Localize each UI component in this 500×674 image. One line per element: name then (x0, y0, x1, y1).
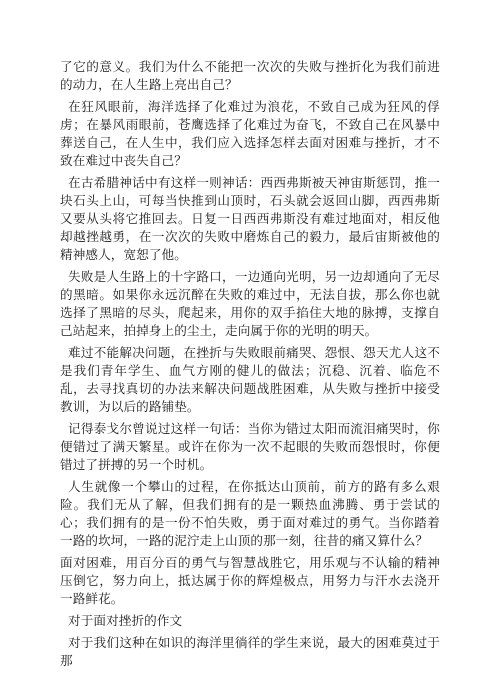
document-page (60, 58, 440, 674)
paragraph-9: 对于我们这种在如识的海洋里徜徉的学生来说，最大的困难莫过于那 (60, 635, 440, 668)
paragraph-3: 在古希腊神话中有这样一则神话：西西弗斯被天神宙斯惩罚，推一块石头上山，可每当快推到山顶时，石头就会返回山脚，西西弗斯又要从头将它推回去。日复一日西西弗斯没有难过地面对，相反他却越挫越勇，在一次次的失败中磨炼自己的毅力，最后宙斯被他的精神感人，宽恕了他。 (60, 175, 440, 262)
paragraph-6: 记得泰戈尔曾说过这样一句话：当你为错过太阳而流泪痛哭时，你便错过了满天繁星。或许在你为一次不起眼的失败而怨恨时，你便错过了拼搏的另一个时机。 (60, 421, 440, 472)
paragraph-2: 在狂风眼前，海洋选择了化难过为浪花，不致自己成为狂风的俘虏；在暴风雨眼前，苍鹰选择了化难过为奋飞，不致自己在风暴中葬送自己，在人生中，我们应入选择怎样去面对困难与挫折，才不致在难过中丧失自己？ (60, 99, 440, 168)
paragraph-4: 失败是人生路上的十字路口，一边通向光明，另一边却通向了无尽的黑暗。如果你永远沉醉在失败的难过中，无法自拔，那么你也就选择了黑暗的尽头，爬起来，用你的双手掐住大地的脉搏，支撑自己站起来，拍掉身上的尘土，走向属于你的光明的明天。 (60, 269, 440, 338)
paragraph-8: 面对困难，用百分百的勇气与智慧战胜它，用乐观与不认输的精神压倒它，努力向上，抵达属于你的辉煌极点，用努力与汗水去浇开一路鲜花。 (60, 555, 440, 606)
section-heading: 对于面对挫折的作文 (68, 613, 183, 628)
paragraph-1: 了它的意义。我们为什么不能把一次次的失败与挫折化为我们前进的动力，在人生路上亮出自己？ (60, 59, 440, 92)
paragraph-7: 人生就像一个攀山的过程，在你抵达山顶前，前方的路有多么艰险。我们无从了解，但我们拥有的是一颗热血沸腾、勇于尝试的心；我们拥有的是一份不怕失败，勇于面对难过的勇气。当你踏着一路的坎坷，一路的泥泞走上山顶的那一刻，往昔的痛又算什么？ (60, 479, 440, 548)
paragraph-5: 难过不能解决问题，在挫折与失败眼前痛哭、怨恨、怨天尤人这不是我们青年学生、血气方刚的健儿的做法；沉稳、沉着、临危不乱，去寻找真切的办法来解决问题战胜困难，从失败与挫折中接受教训，为以后的路铺垫。 (60, 345, 440, 414)
